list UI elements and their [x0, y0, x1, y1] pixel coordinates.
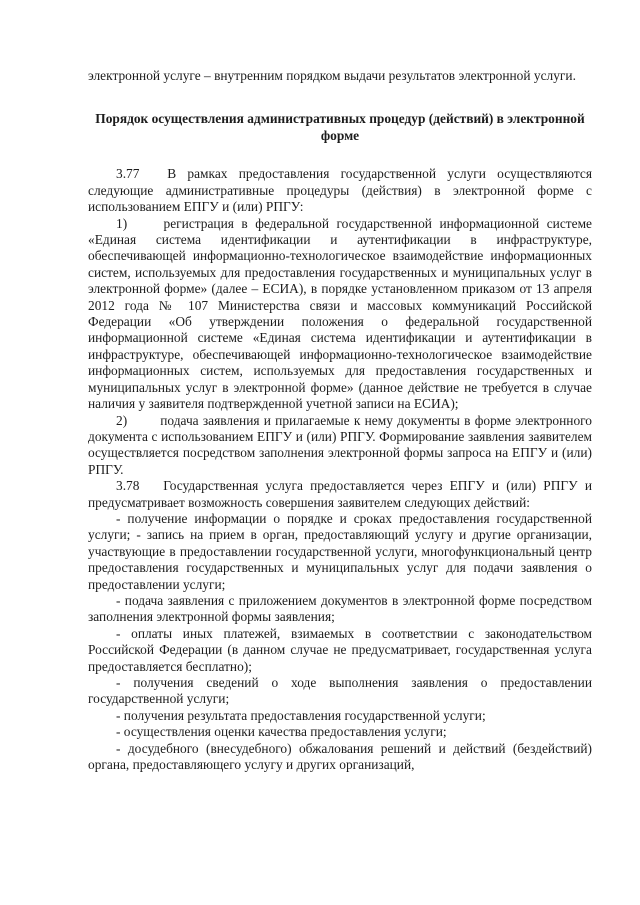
paragraph-number: 3.77: [116, 166, 140, 182]
list-item-text: подача заявления и прилагаемые к нему документы в форме электронного документа с использованием ЕПГУ и (или) РПГУ. Формирование заявления заявителем осуществляется посредством заполнения электронной формы запроса на ЕПГУ и (или) РПГУ.: [88, 412, 592, 477]
paragraph-3-77: [88, 166, 592, 215]
list-item-text: регистрация в федеральной государственной информационной системе «Единая система идентификации и аутентификации в инфраструктуре, обеспечивающей информационно-технологическое взаимодействие информационных систем, используемых для предоставления государственных и муниципальных услуг в электронной форме» (далее – ЕСИА), в порядке установленном приказом от 13 апреля 2012 года № 107 Министерства связи и массовых коммуникаций Российской Федерации «Об утверждении положения о федеральной государственной информационной системе «Единая система идентификации и аутентификации в инфраструктуре, обеспечивающей информационно-технологическое взаимодействие информационных систем, используемых для предоставления государственных и муниципальных услуг в электронной форме» (данное действие не требуется в случае наличия у заявителя подтвержденной учетной записи на ЕСИА);: [88, 215, 592, 412]
list-item-number: 2): [116, 412, 128, 428]
intro-paragraph: электронной услуге – внутренним порядком выдачи результатов электронной услуги.: [88, 68, 576, 83]
paragraph-3-78: [88, 478, 592, 511]
section-heading: Порядок осуществления административных процедур (действий) в электронной форме: [95, 111, 585, 144]
action-item: - оплаты иных платежей, взимаемых в соответствии с законодательством Российской Федерации (в данном случае не предусматривает, государственная услуга предоставляется бесплатно);: [88, 625, 592, 674]
list-item-1: [88, 216, 592, 413]
list-item-2: [88, 413, 592, 479]
paragraph-text: В рамках предоставления государственной услуги осуществляются следующие административные процедуры (действия) в электронной форме с использованием ЕПГУ и (или) РПГУ:: [88, 166, 592, 215]
action-item: - получения сведений о ходе выполнения заявления о предоставлении государственной услуги;: [88, 675, 592, 707]
action-item: - осуществления оценки качества предоставления услуги;: [116, 724, 447, 740]
paragraph-number: 3.78: [116, 478, 140, 494]
action-item: - досудебного (внесудебного) обжалования решений и действий (бездействий) органа, предоставляющего услугу и других организаций,: [88, 740, 592, 773]
action-item: - получение информации о порядке и сроках предоставления государственной услуги; - запись на прием в орган, предоставляющий услугу и другие организации, участвующие в предоставлении государственной услуги, многофункциональный центр предоставления государственных и муниципальных услуг для подачи заявления о предоставлении услуги;: [88, 510, 592, 592]
action-item: - подача заявления с приложением документов в электронной форме посредством заполнения электронной формы заявления;: [88, 592, 592, 625]
paragraph-text: Государственная услуга предоставляется через ЕПГУ и (или) РПГУ и предусматривает возможность совершения заявителем следующих действий:: [88, 478, 592, 510]
list-item-number: 1): [116, 215, 128, 231]
action-item: - получения результата предоставления государственной услуги;: [116, 707, 486, 723]
